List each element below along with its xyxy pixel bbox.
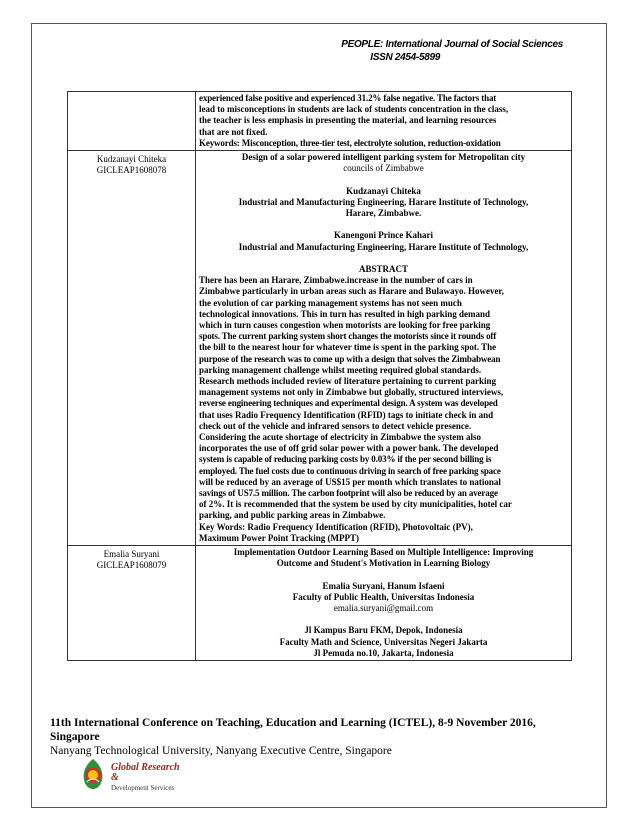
abstract-line: that uses Radio Frequency Identification (RFID) tags to initiate check in and xyxy=(199,409,494,420)
email: emalia.suryani@gmail.com xyxy=(333,603,434,614)
abstract-line: spots. The current parking system short changes the motorists since it rounds off xyxy=(199,331,497,342)
abstracts-table xyxy=(67,91,572,661)
abstract-line: which in turn causes congestion when motorists are looking for free parking xyxy=(199,320,491,331)
table-row xyxy=(68,92,572,151)
abstract-line: employed. The fuel costs due to continuous driving in search of free parking space xyxy=(199,465,501,476)
abstract-cell xyxy=(196,546,572,661)
abstract-line: system is capable of reducing parking costs by 0.03% if the per second billing is xyxy=(199,454,492,465)
abstract-line: management systems not only in Zimbabwe but globally, structured interviews, xyxy=(199,387,504,398)
conference-location: Singapore xyxy=(50,731,100,743)
paper-title-line: Outcome and Student's Motivation in Learning Biology xyxy=(276,558,491,569)
abstract-line: experienced false positive and experienced 31.2% false negative. The factors that xyxy=(199,93,497,103)
abstract-line: technological innovations. This in turn has resulted in high parking demand xyxy=(199,308,490,319)
conference-venue: Nanyang Technological University, Nanyang Executive Centre, Singapore xyxy=(50,745,392,757)
paper-title-line: Design of a solar powered intelligent parking system for Metropolitan city xyxy=(241,152,526,163)
abstract-line: parking, and public parking areas in Zimbabwe. xyxy=(199,510,386,521)
abstract-heading: ABSTRACT xyxy=(358,264,408,274)
affiliation-line: Faculty Math and Science, Universitas Negeri Jakarta xyxy=(279,636,488,647)
keywords-line: Maximum Power Point Tracking (MPPT) xyxy=(199,532,359,543)
address-line: Jl Kampus Baru FKM, Depok, Indonesia xyxy=(304,625,463,636)
logo-line: Development Services xyxy=(111,784,175,792)
logo-text xyxy=(111,763,188,793)
abstract-line: parking management challenge whilst meeting required global standards. xyxy=(199,364,482,375)
abstract-line: Research methods included review of literature pertaining to current parking xyxy=(199,376,497,387)
abstract-line: savings of US7.5 million. The carbon footprint will also be reduced by an average xyxy=(199,488,498,499)
paper-title-line: Implementation Outdoor Learning Based on Multiple Intelligence: Improving xyxy=(233,547,534,558)
abstract-line: Zimbabwe particularly in urban areas such as Harare and Bulawayo. However, xyxy=(199,286,504,297)
paper-id: GICLEAP1608079 xyxy=(96,560,167,571)
conference-title xyxy=(50,716,590,744)
journal-title: PEOPLE: International Journal of Social Sciences xyxy=(341,39,563,50)
abstract-line: the evolution of car parking management systems has not seen much xyxy=(199,297,462,308)
table-row xyxy=(68,546,572,661)
affiliation-line: Industrial and Manufacturing Engineering, Harare Institute of Technology, xyxy=(238,241,529,252)
table-row xyxy=(68,151,572,546)
presenter-name: Emalia Suryani xyxy=(103,549,160,560)
abstract-line: the bill to the nearest hour for whatever time is spent in the parking spot. The xyxy=(199,342,497,353)
author-name: Kanengoni Prince Kahari xyxy=(334,230,433,241)
abstract-line: purpose of the research was to come up with a design that solves the Zimbabwean xyxy=(199,353,501,364)
abstract-line: There has been an Harare, Zimbabwe.increase in the number of cars in xyxy=(199,275,473,286)
keywords: Keywords: Misconception, three-tier test, electrolyte solution, reduction-oxidation xyxy=(199,137,501,148)
abstract-line: reverse engineering techniques and experimental design. A system was developed xyxy=(199,398,498,409)
id-cell xyxy=(68,151,196,546)
logo-emblem-icon xyxy=(78,758,108,790)
abstract-continuation-cell xyxy=(196,92,572,151)
affiliation-line: Industrial and Manufacturing Engineering, Harare Institute of Technology, xyxy=(238,196,529,207)
id-cell xyxy=(68,546,196,661)
abstract-cell xyxy=(196,151,572,546)
affiliation-line: Faculty of Public Health, Universitas Indonesia xyxy=(292,591,475,602)
presenter-name: Kudzanayi Chiteka xyxy=(96,154,167,165)
abstract-line: of 2%. It is recommended that the system be used by city municipalities, hotel car xyxy=(199,499,512,510)
abstract-line: lead to misconceptions in students are lack of students concentration in the class, xyxy=(199,104,509,115)
paper-title-line: councils of Zimbabwe xyxy=(343,163,424,174)
affiliation-line: Harare, Zimbabwe. xyxy=(345,208,422,219)
abstract-line: will be reduced by an average of US$15 per month which translates to national xyxy=(199,476,501,487)
abstract-line: that are not fixed. xyxy=(199,126,268,137)
grds-logo xyxy=(78,758,188,798)
conference-line: 11th International Conference on Teaching, Education and Learning (ICTEL), 8-9 November 2016, xyxy=(50,717,536,729)
abstract-line: check out of the vehicle and infrared sensors to detect vehicle presence. xyxy=(199,420,472,431)
author-name: Emalia Suryani, Hanum Isfaeni xyxy=(322,580,445,591)
abstract-line: the teacher is less emphasis in presenting the material, and learning resources xyxy=(199,115,497,126)
abstract-line: Considering the acute shortage of electricity in Zimbabwe the system also xyxy=(199,432,481,443)
paper-id: GICLEAP1608078 xyxy=(96,165,167,176)
abstract-line: incorporates the use of off grid solar power with a power bank. The developed xyxy=(199,443,499,454)
keywords-line: Key Words: Radio Frequency Identification (RFID), Photovoltaic (PV), xyxy=(199,521,473,532)
logo-line: Global Research & xyxy=(111,762,180,783)
author-name: Kudzanayi Chiteka xyxy=(346,185,421,196)
address-line: Jl Pemuda no.10, Jakarta, Indonesia xyxy=(313,647,454,658)
id-cell-empty xyxy=(68,92,196,151)
journal-issn: ISSN 2454-5899 xyxy=(370,52,440,63)
